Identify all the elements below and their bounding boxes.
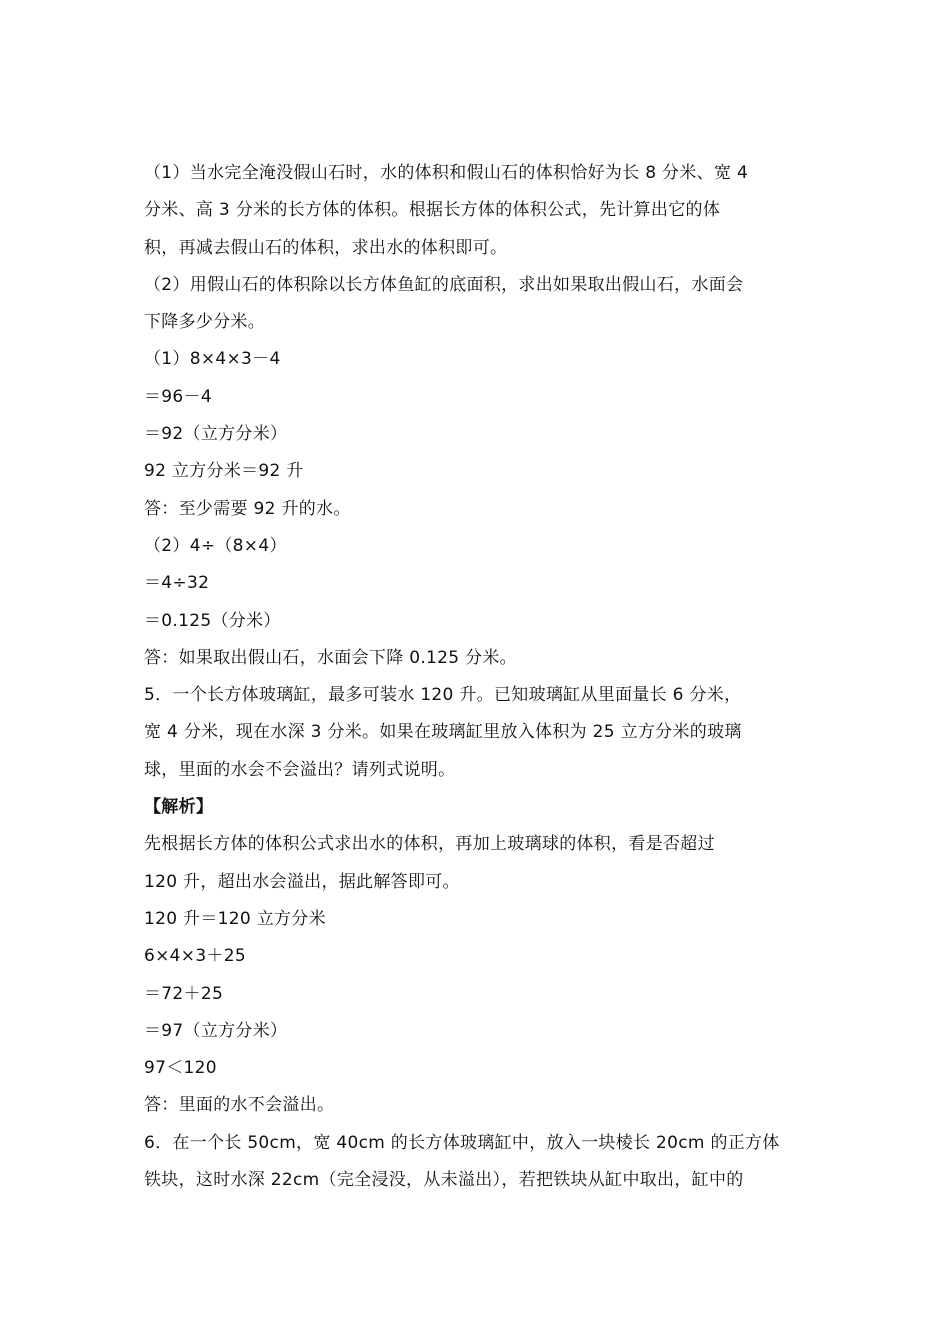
text-line: （2）4÷（8×4） — [144, 535, 287, 556]
analysis-heading: 【解析】 — [144, 797, 214, 818]
text-line: 答：如果取出假山石，水面会下降 0.125 分米。 — [144, 647, 517, 668]
text-line: 球，里面的水会不会溢出？请列式说明。 — [144, 759, 456, 780]
question-6: 6．在一个长 50cm，宽 40cm 的长方体玻璃缸中，放入一块棱长 20cm 的正方体 — [144, 1132, 780, 1153]
text-line: 6×4×3＋25 — [144, 946, 246, 967]
text-line: 120 升＝120 立方分米 — [144, 908, 326, 929]
text-line: ＝72＋25 — [144, 983, 224, 1004]
text-line: ＝0.125（分米） — [144, 610, 281, 631]
text-line: （1）当水完全淹没假山石时，水的体积和假山石的体积恰好为长 8 分米、宽 4 — [144, 163, 749, 183]
question-5: 5．一个长方体玻璃缸，最多可装水 120 升。已知玻璃缸从里面量长 6 分米， — [144, 685, 742, 706]
text-line: 92 立方分米＝92 升 — [144, 461, 304, 482]
text-line: ＝92（立方分米） — [144, 424, 288, 445]
text-line: 先根据长方体的体积公式求出水的体积，再加上玻璃球的体积，看是否超过 — [144, 834, 715, 855]
text-line: （1）8×4×3－4 — [144, 349, 281, 370]
text-line: 积，再减去假山石的体积，求出水的体积即可。 — [144, 237, 508, 258]
document-body — [144, 155, 814, 1199]
text-line: ＝97（立方分米） — [144, 1020, 288, 1041]
text-line: ＝4÷32 — [144, 573, 210, 594]
text-line: 宽 4 分米，现在水深 3 分米。如果在玻璃缸里放入体积为 25 立方分米的玻璃 — [144, 722, 742, 743]
text-line: 120 升，超出水会溢出，据此解答即可。 — [144, 871, 460, 892]
text-line: 答：至少需要 92 升的水。 — [144, 498, 351, 519]
text-line: ＝96－4 — [144, 386, 212, 407]
text-line: 铁块，这时水深 22cm（完全浸没，从未溢出），若把铁块从缸中取出，缸中的 — [144, 1170, 744, 1191]
text-line: 答：里面的水不会溢出。 — [144, 1095, 335, 1116]
text-line: 分米、高 3 分米的长方体的体积。根据长方体的体积公式，先计算出它的体 — [144, 200, 721, 221]
text-line: （2）用假山石的体积除以长方体鱼缸的底面积，求出如果取出假山石，水面会 — [144, 274, 744, 295]
text-line: 97＜120 — [144, 1058, 217, 1079]
text-line: 下降多少分米。 — [144, 312, 266, 333]
